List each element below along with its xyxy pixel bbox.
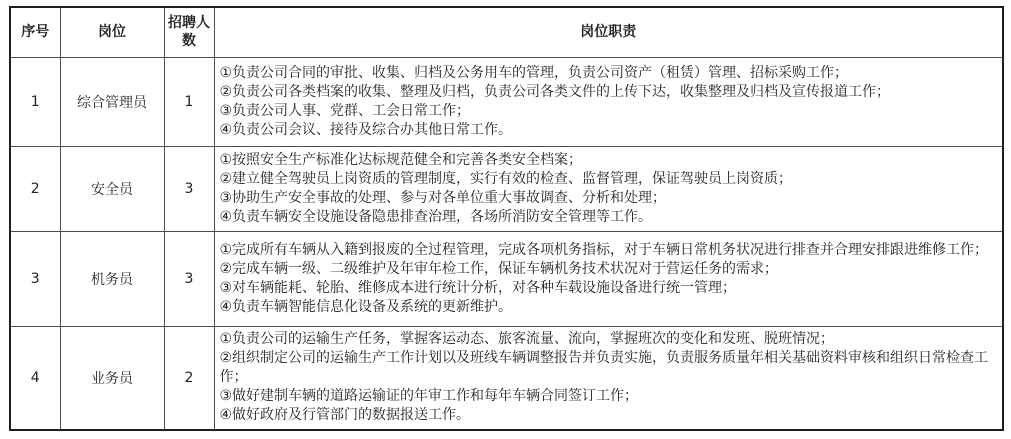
- col-header-count: 招聘人数: [164, 7, 214, 57]
- duty-line: ①负责公司的运输生产任务，掌握客运动态、旅客流量、流向，掌握班次的变化和发班、脱班情况；: [219, 331, 835, 348]
- duties-cell: [214, 231, 1003, 326]
- duty-line: ①负责公司合同的审批、收集、归档及公务用车的管理，负责公司资产（租赁）管理、招标采购工作；: [219, 64, 849, 81]
- duty-line: ④负责车辆智能信息化设备及系统的更新维护。: [219, 298, 513, 315]
- table-header-row: [10, 7, 1003, 57]
- duty-line: ④负责车辆安全设施设备隐患排查治理，各场所消防安全管理等工作。: [219, 208, 653, 225]
- duty-line: ②组织制定公司的运输生产工作计划以及班线车辆调整报告并负责实施，负责服务质量年相关基础资料审核和组织日常检查工作；: [219, 350, 989, 386]
- count-cell: 2: [164, 326, 214, 430]
- recruitment-table-container: [9, 6, 1004, 431]
- duties-cell: [214, 146, 1003, 231]
- serial-cell: 1: [10, 57, 60, 146]
- col-header-serial: 序号: [10, 7, 60, 57]
- position-cell: 安全员: [60, 146, 164, 231]
- position-cell: 业务员: [60, 326, 164, 430]
- count-cell: 1: [164, 57, 214, 146]
- serial-cell: 4: [10, 326, 60, 430]
- duty-line: ④负责公司会议、接待及综合办其他日常工作。: [219, 121, 513, 138]
- duty-line: ②建立健全驾驶员上岗资质的管理制度，实行有效的检查、监督管理，保证驾驶员上岗资质；: [219, 170, 793, 187]
- table-row: [10, 326, 1003, 430]
- duty-line: ①完成所有车辆从入籍到报废的全过程管理，完成各项机务指标，对于车辆日常机务状况进行排查并合理安排跟进维修工作；: [219, 241, 989, 258]
- col-header-duties: 岗位职责: [214, 7, 1003, 57]
- count-cell: 3: [164, 231, 214, 326]
- duty-line: ③负责公司人事、党群、工会日常工作；: [219, 102, 471, 119]
- table-row: [10, 231, 1003, 326]
- position-cell: 综合管理员: [60, 57, 164, 146]
- duty-line: ③对车辆能耗、轮胎、维修成本进行统计分析，对各种车载设施设备进行统一管理；: [219, 279, 737, 296]
- duty-line: ④做好政府及行管部门的数据报送工作。: [219, 407, 471, 424]
- count-cell: 3: [164, 146, 214, 231]
- duty-line: ③协助生产安全事故的处理、参与对各单位重大事故调查、分析和处理；: [219, 189, 667, 206]
- position-cell: 机务员: [60, 231, 164, 326]
- duty-line: ②完成车辆一级、二级维护及年审年检工作，保证车辆机务技术状况对于营运任务的需求；: [219, 260, 779, 277]
- table-row: [10, 146, 1003, 231]
- duty-line: ③做好建制车辆的道路运输证的年审工作和每年车辆合同签订工作；: [219, 388, 639, 405]
- serial-cell: 3: [10, 231, 60, 326]
- duties-cell: [214, 57, 1003, 146]
- duty-line: ①按照安全生产标准化达标规范健全和完善各类安全档案；: [219, 151, 583, 168]
- recruitment-table: [9, 6, 1004, 431]
- serial-cell: 2: [10, 146, 60, 231]
- col-header-position: 岗位: [60, 7, 164, 57]
- duties-cell: [214, 326, 1003, 430]
- table-row: [10, 57, 1003, 146]
- duty-line: ②负责公司各类档案的收集、整理及归档，负责公司各类文件的上传下达，收集整理及归档及宣传报道工作；: [219, 83, 891, 100]
